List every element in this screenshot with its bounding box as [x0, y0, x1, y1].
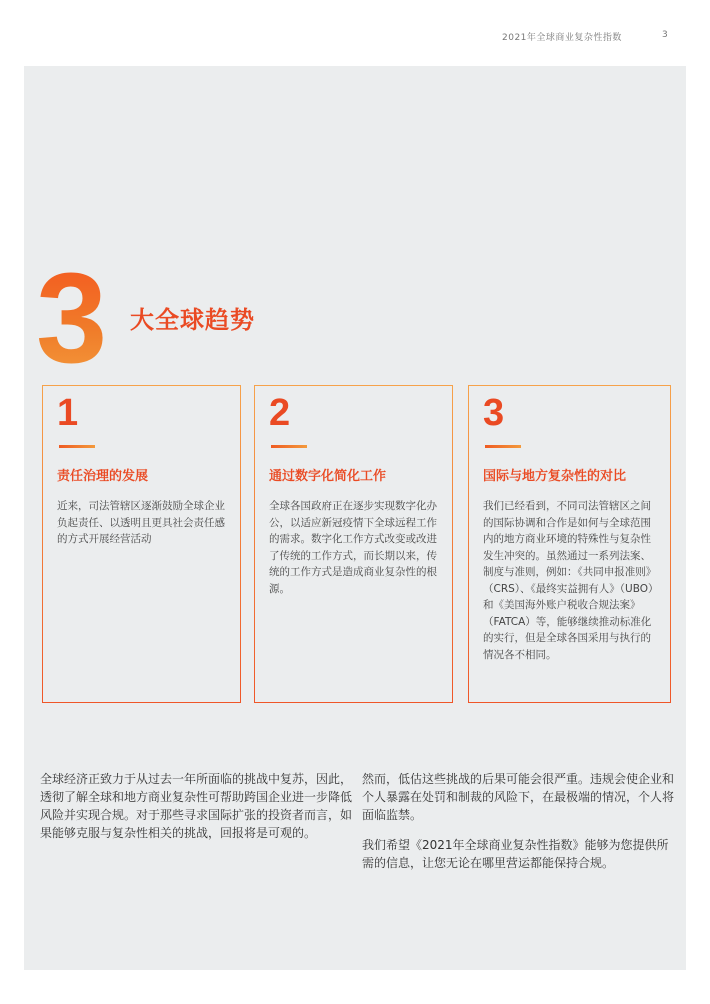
card-heading: 国际与地方复杂性的对比 [483, 469, 627, 484]
trend-card-2 [254, 385, 453, 703]
page-number: 3 [662, 30, 668, 40]
body-column-left [40, 770, 352, 854]
card-body: 全球各国政府正在逐步实现数字化办公，以适应新冠疫情下全球远程工作的需求。数字化工作方式改变或改进了传统的工作方式，而长期以来，传统的工作方式是造成商业复杂性的根源。 [269, 500, 437, 595]
card-number: 1 [57, 392, 79, 434]
card-body: 近来，司法管辖区逐渐鼓励全球企业负起责任、以透明且更具社会责任感的方式开展经营活动 [57, 500, 225, 545]
card-accent-bar [59, 445, 95, 448]
card-number: 3 [483, 392, 505, 434]
card-accent-bar [271, 445, 307, 448]
paragraph: 然而，低估这些挑战的后果可能会很严重。违规会使企业和个人暴露在处罚和制裁的风险下，在最极端的情况，个人将面临监禁。 [362, 772, 675, 822]
card-body: 我们已经看到，不同司法管辖区之间的国际协调和合作是如何与全球范围内的地方商业环境的特殊性与复杂性发生冲突的。虽然通过一系列法案、制度与准则，例如：《共同申报准则》（CRS）、《最终实益拥有人》（UBO）和《美国海外账户税收合规法案》（FATCA）等，能够继续推动标准化的实行，但是全球各国采用与执行的情况各不相同。 [483, 500, 659, 661]
card-number: 2 [269, 392, 291, 434]
page-header [0, 30, 710, 46]
paragraph: 全球经济正致力于从过去一年所面临的挑战中复苏，因此，透彻了解全球和地方商业复杂性可帮助跨国企业进一步降低风险并实现合规。对于那些寻求国际扩张的投资者而言，如果能够克服与复杂性相关的挑战，回报将是可观的。 [40, 772, 353, 840]
paragraph: 我们希望《2021年全球商业复杂性指数》能够为您提供所需的信息，让您无论在哪里营运都能保持合规。 [362, 838, 669, 870]
card-heading: 责任治理的发展 [57, 469, 149, 484]
trend-card-1 [42, 385, 241, 703]
hero-title: 大全球趋势 [130, 306, 255, 334]
body-column-right [362, 770, 674, 884]
card-heading: 通过数字化简化工作 [269, 469, 387, 484]
card-accent-bar [485, 445, 521, 448]
hero-number: 3 [36, 247, 108, 390]
report-title: 2021年全球商业复杂性指数 [502, 33, 622, 43]
trend-card-3 [468, 385, 671, 703]
